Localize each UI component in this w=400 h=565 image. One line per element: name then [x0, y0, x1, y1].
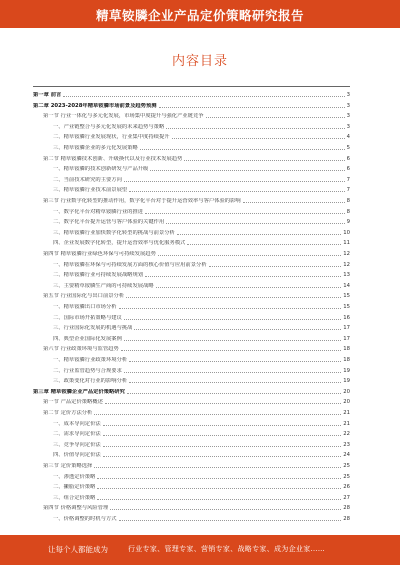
toc-leader-dots	[105, 403, 341, 404]
toc-entry[interactable]	[33, 162, 350, 173]
toc-leader-dots	[97, 488, 341, 489]
toc-entry-label: 三、竞争导向定价法	[53, 441, 101, 448]
toc-entry-page: 5	[346, 145, 350, 151]
toc-entry-page: 21	[343, 410, 350, 416]
toc-leader-dots	[97, 499, 341, 500]
toc-leader-dots	[150, 170, 344, 171]
toc-entry[interactable]	[33, 512, 350, 521]
toc-entry[interactable]	[33, 321, 350, 332]
toc-entry-label: 二、国际市场开拓策略与建议	[53, 314, 122, 321]
toc-entry-label: 三、政策变化对行业的影响分析	[53, 378, 128, 385]
toc-entry-label: 二、当前技术研究的主要方向	[53, 176, 122, 183]
toc-entry[interactable]	[33, 395, 350, 406]
toc-entry[interactable]	[33, 215, 350, 226]
toc-entry-label: 一、成本导向定价法	[53, 420, 101, 427]
toc-entry-label: 第二节 定价方法分析	[43, 410, 93, 416]
toc-entry-label: 第一节 行业一体化与多元化发展，市场集中度提升与强化产业链竞争	[43, 113, 204, 120]
toc-entry-label: 一、精草铵膦在环保与可持续发展方面的核心价值与应用前景分析	[53, 261, 207, 268]
toc-entry-page: 24	[343, 452, 350, 459]
toc-leader-dots	[206, 117, 345, 118]
footer-bar	[0, 535, 400, 565]
toc-entry-page: 15	[343, 293, 350, 300]
toc-entry-page: 10	[343, 229, 350, 236]
toc-entry[interactable]	[33, 480, 350, 491]
toc-leader-dots	[129, 361, 341, 362]
toc-entry[interactable]	[33, 491, 350, 502]
toc-entry-page: 11	[343, 240, 350, 247]
toc-leader-dots	[121, 350, 341, 351]
toc-entry-page: 3	[346, 123, 350, 130]
toc-entry-label: 四、典型企业国际化发展案例	[53, 335, 122, 342]
toc-entry-label: 二、精草铵膦行业发展现状，行业集中度持续提升	[53, 134, 170, 141]
toc-entry-page: 28	[343, 516, 350, 521]
toc-entry-page: 18	[343, 346, 350, 353]
toc-leader-dots	[187, 244, 341, 245]
toc-entry-page: 6	[346, 155, 350, 162]
toc-entry[interactable]	[33, 406, 350, 417]
toc-leader-dots	[129, 382, 341, 383]
toc-entry-page: 21	[343, 420, 350, 427]
toc-entry-label: 二、精草铵膦行业可持续发展战略规划	[53, 272, 144, 279]
toc-leader-dots	[94, 414, 341, 415]
toc-leader-dots	[94, 467, 341, 468]
toc-entry-label: 三、组合定价策略	[53, 494, 96, 501]
toc-leader-dots	[110, 509, 341, 510]
toc-entry-page: 3	[346, 113, 350, 120]
toc-entry-label: 二、撇脂定价策略	[53, 484, 96, 491]
toc-entry[interactable]	[33, 88, 350, 99]
toc-entry-label: 第四节 价格调整与风险管理	[43, 505, 109, 512]
toc-entry-page: 8	[346, 198, 350, 204]
toc-entry[interactable]	[33, 364, 350, 375]
toc-entry-label: 三、行业国际化发展的机遇与挑战	[53, 325, 133, 332]
toc-entry-label: 第二章 2023-2028年精草铵膦市场前景及趋势预测	[33, 102, 157, 109]
toc-entry-page: 17	[343, 325, 350, 332]
toc-entry[interactable]	[33, 173, 350, 184]
toc-leader-dots	[103, 435, 342, 436]
toc-leader-dots	[103, 425, 342, 426]
toc-entry-page: 16	[343, 314, 350, 321]
toc-entry[interactable]	[33, 289, 350, 300]
toc-leader-dots	[97, 478, 341, 479]
toc-leader-dots	[124, 181, 345, 182]
toc-entry-page: 15	[343, 304, 350, 310]
report-header-bar	[0, 0, 400, 28]
toc-entry-label: 三、精草铵膦企业的多元化发展策略	[53, 145, 138, 151]
toc-entry-page: 23	[343, 441, 350, 448]
toc-entry-label: 二、行业监管趋势与合规要求	[53, 367, 122, 374]
toc-entry-label: 第六节 行业政策环境与监管趋势	[43, 346, 119, 353]
toc-entry-label: 第五节 行业国际化与出口前景分析	[43, 293, 125, 300]
toc-entry-page: 3	[346, 102, 350, 109]
toc-entry[interactable]	[33, 459, 350, 470]
toc-entry[interactable]	[33, 141, 350, 152]
toc-leader-dots	[159, 107, 345, 108]
toc-entry-page: 12	[343, 261, 350, 268]
toc-entry[interactable]	[33, 470, 350, 481]
toc-entry-label: 第四节 精草铵膦行业绿色环保与可持续发展趋势	[43, 251, 156, 257]
toc-leader-dots	[129, 191, 344, 192]
toc-entry-page: 19	[343, 378, 350, 385]
toc-entry[interactable]	[33, 374, 350, 385]
toc-entry-label: 四、价值导向定价法	[53, 452, 101, 459]
toc-entry-label: 第三章 精草铵膦企业产品定价策略研究	[33, 388, 125, 395]
toc-leader-dots	[126, 297, 341, 298]
toc-entry[interactable]	[33, 300, 350, 311]
toc-entry-page: 7	[346, 176, 350, 183]
toc-entry-label: 第三节 定价策略选择	[43, 463, 93, 469]
toc-entry-page: 17	[343, 335, 350, 342]
toc-leader-dots	[124, 372, 341, 373]
toc-entry-page: 6	[346, 166, 350, 173]
toc-entry-page: 13	[343, 272, 350, 279]
toc-entry-page: 4	[346, 134, 350, 141]
toc-entry-label: 三、精草铵膦行业技术前景展望	[53, 187, 128, 194]
toc-entry[interactable]	[33, 268, 350, 279]
toc-leader-dots	[209, 266, 342, 267]
toc-entry-label: 一、精草铵膦的技术创新研发与产品升级	[53, 166, 149, 173]
toc-leader-dots	[63, 96, 344, 97]
toc-leader-dots	[134, 329, 341, 330]
toc-entry[interactable]	[33, 109, 350, 120]
toc-leader-dots	[177, 234, 341, 235]
toc-entry[interactable]	[33, 152, 350, 163]
toc-leader-dots	[166, 223, 344, 224]
toc-entry[interactable]	[33, 438, 350, 449]
toc-entry-label: 第一章 前言	[33, 92, 62, 98]
toc-leader-dots	[158, 255, 341, 256]
toc-entry-page: 25	[343, 463, 350, 469]
toc-entry[interactable]	[33, 130, 350, 141]
toc-entry[interactable]	[33, 427, 350, 438]
toc-leader-dots	[119, 520, 342, 521]
toc-entry[interactable]	[33, 183, 350, 194]
toc-entry[interactable]	[33, 205, 350, 216]
toc-leader-dots	[127, 393, 341, 394]
toc-leader-dots	[103, 456, 342, 457]
toc-entry-label: 二、数字化平台提升运营与客户体验的关键作用	[53, 219, 165, 226]
toc-entry[interactable]	[33, 194, 350, 205]
toc-leader-dots	[103, 446, 342, 447]
footer-slogan-right: 行业专家、管理专家、营销专家、战略专家、成为企业家……	[128, 545, 326, 553]
toc-entry[interactable]	[33, 311, 350, 322]
toc-leader-dots	[184, 160, 344, 161]
toc-entry[interactable]	[33, 332, 350, 343]
toc-entry[interactable]	[33, 342, 350, 353]
toc-leader-dots	[166, 128, 344, 129]
toc-entry[interactable]	[33, 99, 350, 110]
toc-entry-label: 一、精草铵膦行业政策环境分析	[53, 357, 128, 363]
toc-entry-label: 三、主要精草铵膦生产商的可持续发展战略	[53, 282, 154, 289]
toc-entry[interactable]	[33, 417, 350, 428]
toc-entry-page: 8	[346, 208, 350, 215]
toc-entry[interactable]	[33, 279, 350, 290]
toc-entry[interactable]	[33, 353, 350, 364]
toc-entry[interactable]	[33, 236, 350, 247]
toc-entry-label: 一、产业链整合与多元化发展的未来趋势与策略	[53, 123, 165, 130]
toc-entry-page: 22	[343, 431, 350, 438]
toc-leader-dots	[243, 202, 345, 203]
toc-entry[interactable]	[33, 385, 350, 396]
toc-leader-dots	[124, 319, 341, 320]
toc-entry-label: 四、企业发展数字化转型，提升运营效率与优化服务模式	[53, 240, 186, 247]
toc-entry[interactable]	[33, 448, 350, 459]
toc-entry-label: 一、渗透定价策略	[53, 473, 96, 480]
toc-entry-page: 18	[343, 357, 350, 363]
toc-entry-page: 27	[343, 494, 350, 501]
toc-leader-dots	[145, 276, 341, 277]
toc-entry[interactable]	[33, 501, 350, 512]
toc-leader-dots	[140, 149, 345, 150]
toc-entry-label: 三、精草铵膦行业加快数字化转型的挑战与前景分析	[53, 229, 175, 236]
toc-leader-dots	[156, 287, 342, 288]
toc-entry-page: 7	[346, 187, 350, 194]
table-of-contents	[33, 86, 350, 521]
toc-entry-page: 19	[343, 367, 350, 374]
toc-entry-label: 一、精草铵膦出口市场分析	[53, 304, 117, 310]
toc-entry[interactable]	[33, 120, 350, 131]
toc-entry[interactable]	[33, 247, 350, 258]
toc-entry[interactable]	[33, 226, 350, 237]
toc-entry-label: 第三节 行业数字化转型的推动作用，数字化平台对于提升运营效率与客户体验的影响	[43, 198, 241, 204]
toc-entry-page: 14	[343, 282, 350, 289]
toc-leader-dots	[119, 308, 342, 309]
report-title: 精草铵膦企业产品定价策略研究报告	[95, 8, 304, 23]
toc-entry-page: 25	[343, 473, 350, 480]
toc-entry-page: 20	[343, 388, 350, 395]
toc-heading: 内容目录	[171, 54, 228, 69]
toc-entry-page: 20	[343, 399, 350, 406]
toc-leader-dots	[145, 213, 345, 214]
toc-entry-label: 第一节 产品定价策略概述	[43, 399, 103, 406]
footer-slogan-left: 让每个人都能成为	[48, 545, 108, 554]
toc-entry-page: 9	[346, 219, 350, 226]
toc-entry-page: 28	[343, 505, 350, 512]
toc-entry-page: 12	[343, 251, 350, 257]
toc-entry[interactable]	[33, 258, 350, 269]
toc-leader-dots	[124, 340, 341, 341]
toc-divider	[33, 86, 350, 87]
toc-entry-label: 一、数字化平台对精草铵膦行业的推进	[53, 208, 144, 215]
toc-entry-label: 二、需求导向定价法	[53, 431, 101, 438]
toc-entry-page: 3	[346, 92, 350, 98]
toc-entry-page: 26	[343, 484, 350, 491]
toc-entry-label: 第二节 精草铵膦技术创新、升级换代以及行业技术发展趋势	[43, 155, 183, 162]
toc-leader-dots	[172, 138, 345, 139]
toc-entry-label: 一、价格调整的时机与方式	[53, 516, 117, 521]
